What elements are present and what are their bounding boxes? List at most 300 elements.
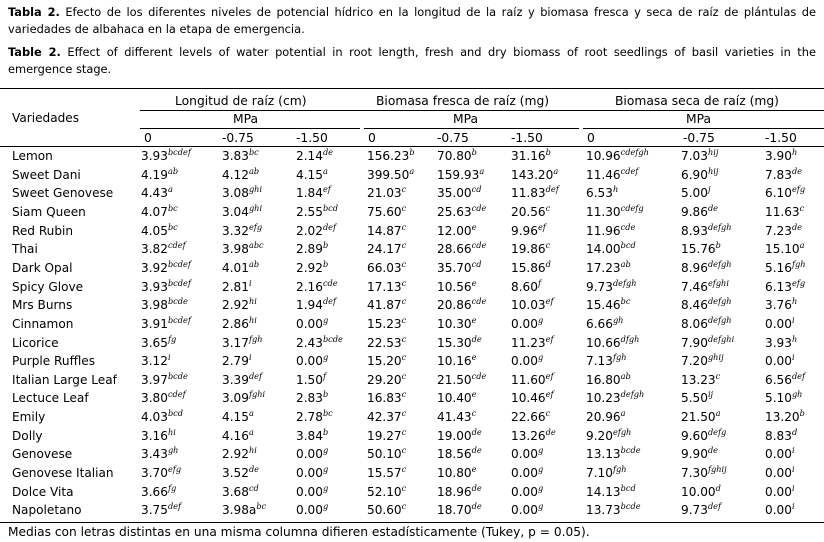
cell-significance-letters: gh xyxy=(791,389,803,400)
cell-significance-letters: cde xyxy=(471,202,487,213)
table-cell xyxy=(222,279,252,295)
cell-significance-letters: i xyxy=(791,352,795,363)
table-cell xyxy=(765,502,795,518)
cell-significance-letters: c xyxy=(401,333,407,344)
table-cell xyxy=(222,465,259,481)
table-cell xyxy=(437,185,481,201)
cell-value: 0.00 xyxy=(765,354,792,369)
cell-significance-letters: de xyxy=(322,147,334,157)
table-cell xyxy=(681,148,718,164)
variety-name: Lemon xyxy=(12,149,53,163)
cell-significance-letters: c xyxy=(401,258,407,269)
cell-significance-letters: fgh xyxy=(612,352,627,363)
table-cell xyxy=(296,353,328,369)
table-cell xyxy=(765,241,805,257)
level-header-length-150: -1.50 xyxy=(296,131,328,145)
table-cell xyxy=(222,148,259,164)
cell-significance-letters: bcdef xyxy=(167,314,191,325)
table-cell xyxy=(141,390,186,406)
cell-value: 3.39 xyxy=(222,372,249,387)
table-cell xyxy=(765,484,795,500)
table-cell xyxy=(586,428,631,444)
cell-significance-letters: g xyxy=(537,314,544,325)
cell-significance-letters: b xyxy=(409,147,415,157)
cell-value: 10.23 xyxy=(586,391,621,406)
cell-significance-letters: defghi xyxy=(707,333,735,344)
cell-value: 2.81 xyxy=(222,279,249,294)
cell-significance-letters: fghij xyxy=(707,464,727,475)
table-cell xyxy=(586,167,638,183)
table-cell xyxy=(681,335,734,351)
cell-value: 0.00 xyxy=(296,503,323,518)
table-cell xyxy=(296,204,338,220)
cell-significance-letters: i xyxy=(167,352,171,363)
cell-significance-letters: de xyxy=(471,445,482,456)
cell-value: 4.15 xyxy=(222,410,249,425)
table-cell xyxy=(511,409,550,425)
cell-significance-letters: de xyxy=(791,165,803,176)
group-header-root-length: Longitud de raíz (cm) xyxy=(175,94,307,108)
caption-spanish-label: Tabla 2. xyxy=(8,5,60,19)
table-cell xyxy=(367,428,406,444)
cell-significance-letters: hi xyxy=(167,426,176,437)
variety-column-header: Variedades xyxy=(12,111,80,125)
table-cell xyxy=(141,148,191,164)
table-cell xyxy=(511,428,556,444)
cell-value: 10.96 xyxy=(586,149,621,163)
cell-value: 21.50 xyxy=(681,410,716,425)
table-cell xyxy=(511,316,543,332)
table-cell xyxy=(367,241,406,257)
cell-significance-letters: d xyxy=(715,482,721,493)
table-cell xyxy=(586,484,636,500)
cell-value: 3.92 xyxy=(141,260,168,275)
cell-value: 10.46 xyxy=(511,391,546,406)
cell-value: 14.13 xyxy=(586,484,621,499)
cell-value: 0.00 xyxy=(511,316,538,331)
unit-rule-length xyxy=(140,128,360,129)
cell-significance-letters: bcde xyxy=(620,445,641,456)
cell-value: 22.66 xyxy=(511,410,546,425)
cell-significance-letters: a xyxy=(715,408,721,419)
cell-value: 143.20 xyxy=(511,167,554,182)
table-cell xyxy=(681,279,729,295)
cell-value: 11.63 xyxy=(765,204,800,219)
table-cell xyxy=(511,279,541,295)
table-cell xyxy=(765,148,797,164)
cell-value: 3.80 xyxy=(141,391,168,406)
table-cell xyxy=(367,409,406,425)
cell-significance-letters: cdefg xyxy=(620,202,644,213)
cell-significance-letters: b xyxy=(471,147,477,157)
table-cell xyxy=(437,297,486,313)
cell-significance-letters: bc xyxy=(620,296,631,307)
cell-significance-letters: bcde xyxy=(620,501,641,512)
cell-significance-letters: bcde xyxy=(167,370,188,381)
table-cell xyxy=(586,185,618,201)
table-cell xyxy=(765,353,795,369)
cell-significance-letters: e xyxy=(471,464,477,475)
unit-rule-dry xyxy=(583,128,824,129)
table-cell xyxy=(296,223,336,239)
cell-value: 13.13 xyxy=(586,447,621,462)
cell-significance-letters: b xyxy=(715,240,721,251)
cell-significance-letters: defgh xyxy=(707,296,732,307)
cell-significance-letters: bcde xyxy=(167,296,188,307)
cell-value: 3.09 xyxy=(222,391,249,406)
cell-significance-letters: def xyxy=(791,370,806,381)
cell-value: 5.10 xyxy=(765,391,792,406)
table-cell xyxy=(141,335,176,351)
table-top-rule xyxy=(0,88,824,89)
cell-significance-letters: c xyxy=(401,296,407,307)
table-cell xyxy=(765,335,797,351)
cell-significance-letters: g xyxy=(537,482,544,493)
cell-significance-letters: bcdef xyxy=(167,258,191,269)
table-cell xyxy=(511,465,543,481)
cell-value: 11.83 xyxy=(511,186,546,201)
cell-value: 3.52 xyxy=(222,466,249,481)
table-cell xyxy=(141,465,181,481)
cell-significance-letters: e xyxy=(471,389,477,400)
cell-significance-letters: hi xyxy=(248,296,257,307)
table-cell xyxy=(586,372,631,388)
group-header-fresh-biomass: Biomasa fresca de raíz (mg) xyxy=(376,94,550,108)
table-cell xyxy=(296,465,328,481)
cell-significance-letters: c xyxy=(401,221,407,232)
table-cell xyxy=(511,223,546,239)
variety-name: Thai xyxy=(12,242,38,257)
cell-significance-letters: efg xyxy=(248,221,263,232)
cell-significance-letters: de xyxy=(545,426,556,437)
cell-value: 15.20 xyxy=(367,354,402,369)
table-cell xyxy=(511,241,550,257)
cell-significance-letters: c xyxy=(545,408,551,419)
table-cell xyxy=(222,185,262,201)
cell-value: 0.00 xyxy=(511,503,538,518)
cell-significance-letters: c xyxy=(799,202,805,213)
table-cell xyxy=(511,185,559,201)
table-cell xyxy=(681,502,721,518)
cell-value: 10.40 xyxy=(437,391,472,406)
table-cell xyxy=(586,260,631,276)
table-cell xyxy=(296,335,343,351)
table-cell xyxy=(511,484,543,500)
cell-value: 3.12 xyxy=(141,354,168,369)
cell-significance-letters: f xyxy=(322,370,326,381)
cell-significance-letters: dfgh xyxy=(620,333,640,344)
cell-value: 3.98 xyxy=(141,298,168,313)
cell-significance-letters: h xyxy=(791,333,798,344)
variety-name: Genovese Italian xyxy=(12,466,114,481)
cell-value: 0.00 xyxy=(511,354,538,369)
cell-significance-letters: e xyxy=(471,352,477,363)
cell-significance-letters: ab xyxy=(167,165,179,176)
cell-value: 3.83 xyxy=(222,149,249,163)
cell-significance-letters: e xyxy=(471,221,477,232)
cell-value: 5.00 xyxy=(681,186,708,201)
cell-value: 20.96 xyxy=(586,410,621,425)
table-cell xyxy=(222,223,262,239)
table-cell xyxy=(296,428,328,444)
cell-value: 9.96 xyxy=(511,223,538,238)
cell-significance-letters: f xyxy=(537,277,541,288)
table-cell xyxy=(367,446,406,462)
cell-significance-letters: g xyxy=(322,482,329,493)
cell-significance-letters: bc xyxy=(167,202,178,213)
cell-value: 3.91 xyxy=(141,316,168,331)
cell-significance-letters: g xyxy=(322,464,329,475)
table-cell xyxy=(141,484,176,500)
table-cell xyxy=(511,204,550,220)
cell-significance-letters: a xyxy=(409,165,415,176)
cell-significance-letters: i xyxy=(791,464,795,475)
cell-value: 7.20 xyxy=(681,354,708,369)
cell-significance-letters: bc xyxy=(256,501,267,512)
cell-significance-letters: i xyxy=(248,277,252,288)
level-header-dry-0: 0 xyxy=(587,131,595,145)
table-cell xyxy=(437,148,477,164)
cell-significance-letters: a xyxy=(620,408,626,419)
table-cell xyxy=(511,167,558,183)
table-cell xyxy=(222,353,252,369)
cell-value: 10.00 xyxy=(681,484,716,499)
cell-value: 2.92 xyxy=(222,447,249,462)
cell-value: 2.43 xyxy=(296,335,323,350)
table-cell xyxy=(681,409,721,425)
cell-significance-letters: ghi xyxy=(248,202,263,213)
cell-value: 3.97 xyxy=(141,372,168,387)
cell-value: 3.66 xyxy=(141,484,168,499)
table-cell xyxy=(681,297,732,313)
cell-value: 156.23 xyxy=(367,149,410,163)
cell-value: 2.79 xyxy=(222,354,249,369)
table-cell xyxy=(765,279,805,295)
cell-value: 35.00 xyxy=(437,186,472,201)
table-cell xyxy=(367,353,406,369)
cell-significance-letters: g xyxy=(322,352,329,363)
cell-significance-letters: d xyxy=(545,258,551,269)
cell-significance-letters: hij xyxy=(707,147,719,157)
variety-name: Italian Large Leaf xyxy=(12,372,117,387)
cell-value: 18.56 xyxy=(437,447,472,462)
table-cell xyxy=(511,353,543,369)
cell-value: 4.03 xyxy=(141,410,168,425)
cell-significance-letters: h xyxy=(791,147,798,157)
cell-significance-letters: fghi xyxy=(248,389,266,400)
variety-name: Cinnamon xyxy=(12,316,74,331)
cell-significance-letters: hij xyxy=(707,165,719,176)
table-cell xyxy=(765,297,797,313)
table-cell xyxy=(367,390,406,406)
table-cell xyxy=(141,502,181,518)
table-cell xyxy=(511,446,543,462)
table-cell xyxy=(765,316,795,332)
cell-significance-letters: ghij xyxy=(707,352,724,363)
table-cell xyxy=(765,204,804,220)
cell-value: 7.83 xyxy=(765,167,792,182)
caption-english-text: Effect of different levels of water potential in root length, fresh and dry biomass of root seedlings of basil varieties in the emergence stage. xyxy=(8,45,816,76)
level-header-fresh-150: -1.50 xyxy=(511,131,543,145)
cell-significance-letters: cd xyxy=(471,184,482,195)
cell-value: 11.46 xyxy=(586,167,621,182)
table-cell xyxy=(141,372,188,388)
table-cell xyxy=(296,484,328,500)
cell-value: 4.12 xyxy=(222,167,249,182)
table-cell xyxy=(141,316,191,332)
table-cell xyxy=(141,223,178,239)
cell-significance-letters: efgh xyxy=(612,426,632,437)
cell-value: 3.93 xyxy=(141,279,168,294)
cell-value: 75.60 xyxy=(367,204,402,219)
table-cell xyxy=(586,409,626,425)
cell-significance-letters: c xyxy=(401,426,407,437)
table-cell xyxy=(296,372,326,388)
cell-significance-letters: fgh xyxy=(791,258,806,269)
table-cell xyxy=(367,167,414,183)
table-cell xyxy=(296,409,333,425)
table-cell xyxy=(141,409,183,425)
cell-value: 7.90 xyxy=(681,335,708,350)
cell-value: 28.66 xyxy=(437,242,472,257)
table-cell xyxy=(437,465,476,481)
cell-significance-letters: c xyxy=(471,408,477,419)
cell-value: 50.60 xyxy=(367,503,402,518)
cell-value: 13.20 xyxy=(765,410,800,425)
table-cell xyxy=(222,372,262,388)
cell-significance-letters: efg xyxy=(167,464,182,475)
table-cell xyxy=(681,223,732,239)
cell-value: 399.50 xyxy=(367,167,410,182)
cell-value: 10.16 xyxy=(437,354,472,369)
cell-significance-letters: g xyxy=(537,352,544,363)
cell-value: 2.83 xyxy=(296,391,323,406)
table-cell xyxy=(296,241,328,257)
cell-value: 3.75 xyxy=(141,503,168,518)
variety-name: Dolly xyxy=(12,428,43,443)
cell-value: 6.90 xyxy=(681,167,708,182)
cell-value: 15.86 xyxy=(511,260,546,275)
cell-value: 8.60 xyxy=(511,279,538,294)
table-bottom-rule xyxy=(0,522,824,523)
cell-significance-letters: b xyxy=(322,426,329,437)
cell-value: 24.17 xyxy=(367,242,402,257)
table-cell xyxy=(222,484,259,500)
cell-value: 20.86 xyxy=(437,298,472,313)
table-cell xyxy=(222,428,254,444)
cell-significance-letters: defgh xyxy=(707,221,732,232)
cell-significance-letters: de xyxy=(471,501,482,512)
table-cell xyxy=(141,204,178,220)
table-cell xyxy=(141,446,178,462)
cell-significance-letters: def xyxy=(545,184,559,195)
variety-name: Licorice xyxy=(12,335,59,350)
table-cell xyxy=(141,297,188,313)
table-cell xyxy=(437,428,482,444)
table-cell xyxy=(765,260,805,276)
cell-value: 3.76 xyxy=(765,298,792,313)
cell-value: 0.00 xyxy=(296,484,323,499)
cell-value: 1.50 xyxy=(296,372,323,387)
cell-value: 6.13 xyxy=(765,279,792,294)
table-cell xyxy=(681,185,710,201)
caption-spanish xyxy=(8,4,816,37)
table-cell xyxy=(222,390,265,406)
cell-significance-letters: c xyxy=(401,202,407,213)
cell-value: 66.03 xyxy=(367,260,402,275)
cell-significance-letters: g xyxy=(322,501,329,512)
cell-value: 9.90 xyxy=(681,447,708,462)
table-cell xyxy=(437,241,486,257)
table-cell xyxy=(681,167,718,183)
cell-significance-letters: gh xyxy=(167,445,179,456)
unit-header-length: MPa xyxy=(233,112,259,126)
table-cell xyxy=(437,409,476,425)
table-cell xyxy=(586,204,644,220)
cell-value: 21.03 xyxy=(367,186,402,201)
table-cell xyxy=(681,446,718,462)
unit-rule-fresh xyxy=(364,128,579,129)
cell-significance-letters: cde xyxy=(471,370,487,381)
cell-value: 4.43 xyxy=(141,186,168,201)
cell-significance-letters: efg xyxy=(791,184,806,195)
cell-value: 0.00 xyxy=(511,447,538,462)
cell-value: 42.37 xyxy=(367,410,402,425)
table-cell xyxy=(586,502,641,518)
table-cell xyxy=(586,465,626,481)
variety-name: Mrs Burns xyxy=(12,298,73,313)
table-cell xyxy=(437,167,484,183)
cell-significance-letters: a xyxy=(799,240,805,251)
cell-significance-letters: defg xyxy=(707,426,727,437)
cell-value: 3.98a xyxy=(222,503,257,518)
cell-significance-letters: ab xyxy=(620,258,631,269)
table-cell xyxy=(222,446,257,462)
cell-significance-letters: c xyxy=(401,370,407,381)
level-header-length-0: 0 xyxy=(144,131,152,145)
table-cell xyxy=(681,390,713,406)
table-cell xyxy=(367,465,406,481)
table-cell xyxy=(437,223,476,239)
cell-value: 15.57 xyxy=(367,466,402,481)
cell-value: 3.16 xyxy=(141,428,168,443)
cell-value: 0.00 xyxy=(765,484,792,499)
cell-value: 3.84 xyxy=(296,428,323,443)
cell-significance-letters: c xyxy=(401,445,407,456)
cell-value: 4.19 xyxy=(141,167,168,182)
cell-value: 41.87 xyxy=(367,298,402,313)
table-cell xyxy=(367,502,406,518)
table-cell xyxy=(296,279,338,295)
table-cell xyxy=(296,446,328,462)
table-cell xyxy=(141,353,171,369)
cell-significance-letters: efg xyxy=(791,277,806,288)
variety-name: Emily xyxy=(12,410,46,425)
cell-significance-letters: b xyxy=(799,408,805,419)
cell-value: 3.43 xyxy=(141,447,168,462)
cell-value: 2.14 xyxy=(296,149,323,163)
table-cell xyxy=(681,428,726,444)
table-cell xyxy=(141,167,178,183)
table-cell xyxy=(367,484,406,500)
table-cell xyxy=(511,148,551,164)
cell-value: 70.80 xyxy=(437,149,472,163)
table-cell xyxy=(681,241,721,257)
cell-value: 14.00 xyxy=(586,242,621,257)
table-cell xyxy=(765,185,805,201)
table-cell xyxy=(437,446,482,462)
cell-value: 3.93 xyxy=(141,149,168,163)
